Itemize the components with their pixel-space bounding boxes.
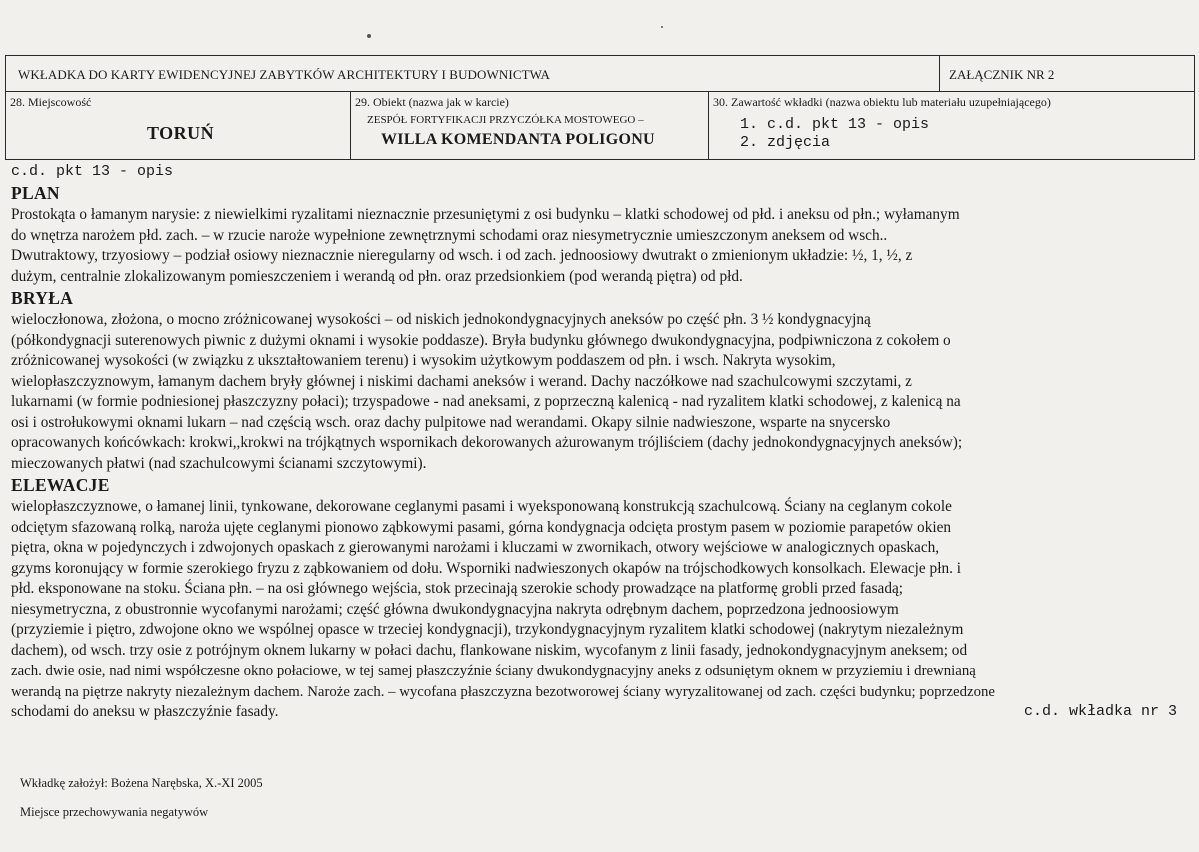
content-item-1: 1. c.d. pkt 13 - opis — [740, 116, 930, 133]
annex-number: ZAŁĄCZNIK NR 2 — [949, 67, 1055, 82]
object-cell — [351, 92, 709, 159]
continuation-note-top: c.d. pkt 13 - opis — [11, 163, 174, 180]
text-line: (półkondygnacji suterenowych piwnic z dużymi oknami i wysokie poddasze). Bryła budynku głównego dwukondygnacyjna, podpiwniczona z cokołem o — [11, 331, 951, 349]
text-line: piętra, okna w pojedynczych i zdwojonych opaskach z gierowanymi narożami i kluczami w zwornikach, otwory wejściowe w analogicznych opaskach, — [11, 539, 940, 556]
text-line: zach. dwie osie, nad nimi współczesne okno połaciowe, w tej samej płaszczyźnie ściany dwukondygnacyjny aneks z odsuniętym oknem w przyziemiu i drewnianą — [11, 663, 976, 679]
text-line: wielopłaszczyznowe, o łamanej linii, tynkowane, dekorowane ceglanymi pasami i wyeksponowaną konstrukcją szachulcową. Ściany na ceglanym cokole — [11, 498, 952, 515]
divider — [939, 56, 940, 91]
text-line: do wnętrza narożem płd. zach. – w rzucie naroże wypełnione zewnętrznymi schodami oraz niesymetrycznie umieszczonym aneksem od wsch.. — [11, 226, 888, 244]
place-value: TORUŃ — [147, 123, 215, 143]
continuation-note-bottom: c.d. wkładka nr 3 — [1023, 703, 1177, 720]
place-label: 28. Miejscowość — [10, 95, 92, 109]
header-table — [5, 55, 1195, 160]
content-cell — [709, 92, 1194, 159]
content-label: 30. Zawartość wkładki (nazwa obiektu lub materiału uzupełniającego) — [713, 95, 1051, 109]
text-line: Dwutraktowy, trzyosiowy – podział osiowy nieznacznie nieregularny od wsch. i od zach. jednoosiowy dwutrakt o zmienionym układzie: ½, 1, ½, z — [11, 247, 913, 264]
text-line: wielopłaszczyznowym, łamanym dachem bryły głównej i niskimi dachami aneksów i werand. Dachy naczółkowe nad szachulcowymi szczytami, z — [11, 372, 912, 390]
bryla-section — [11, 310, 1191, 474]
text-line: gzyms koronujący w formie szerokiego fryzu z ząbkowaniem od dołu. Wsporniki nadwieszonych okapów na trójschodkowych konsolkach. Elewacje płn. i — [11, 559, 961, 577]
content-item-2: 2. zdjęcia — [740, 134, 831, 151]
last-line-row — [11, 702, 1191, 723]
text-line: Prostokąta o łamanym narysie: z niewielkimi ryzalitami nieznacznie przesuniętymi z osi budynku – klatki schodowej od płd. i aneksu od płn.; wyłamanym — [11, 206, 960, 223]
text-line: opracowanych końcówkach: krokwi,,krokwi na trójkątnych wspornikach dekorowanych ażurowanym trójliściem (dachy jednokondygnacyjnych aneksów); — [11, 434, 963, 451]
text-line: (przyziemie i piętro, zdwojone okno we wspólnej opasce w trzeciej kondygnacji), trzykondygnacyjnym ryzalitem klatki schodowej (nakrytym niezależnym — [11, 621, 964, 638]
text-line: wieloczłonowa, złożona, o mocno zróżnicowanej wysokości – od niskich jednokondygnacyjnych aneksów po część płn. 3 ½ kondygnacyjną — [11, 311, 871, 328]
form-title: WKŁADKA DO KARTY EWIDENCYJNEJ ZABYTKÓW ARCHITEKTURY I BUDOWNICTWA — [18, 67, 551, 82]
text-line: zróżnicowanej wysokości (w związku z ukształtowaniem terenu) i wysokim użytkowym poddaszem od płn. i wsch. Nakryta wysokim, — [11, 352, 836, 369]
fields-row — [6, 92, 1194, 159]
text-line: niesymetryczna, z obustronnie wycofanymi narożami; część główna dwukondygnacyjna nakryta odrębnym dachem, poprzedzona jednoosiowym — [11, 600, 899, 618]
plan-heading: PLAN — [11, 183, 60, 203]
bryla-heading: BRYŁA — [11, 288, 74, 308]
object-name-line1: ZESPÓŁ FORTYFIKACJI PRZYCZÓŁKA MOSTOWEGO – — [367, 114, 644, 126]
author-line: Wkładkę założył: Bożena Narębska, X.-XI 2005 — [20, 776, 263, 790]
scan-speck — [661, 26, 663, 28]
description-body — [11, 162, 1191, 723]
place-cell — [6, 92, 351, 159]
text-line: dachem), od wsch. trzy osie z potrójnym oknem lukarny w połaci dachu, flankowane niskim, wycofanym z linii fasady, jednokondygnacyjnym aneksem; od — [11, 641, 968, 659]
text-line: mieczowanych płatwi (nad szachulcowymi ścianami szczytowymi). — [11, 454, 427, 472]
text-line: werandą na piętrze nakryty niezależnym dachem. Naroże zach. – wycofana płaszczyzna bezotworowej ściany wyryzalitowanej od zach. części budynku; poprzedzone — [11, 683, 995, 700]
text-line: osi i ostrołukowymi oknami lukarn – nad częścią wsch. oraz dachy pulpitowe nad werandami. Okapy silnie nadwieszone, wsparte na snycersko — [11, 413, 891, 431]
elewacje-heading: ELEWACJE — [11, 475, 110, 495]
object-name-line2: WILLA KOMENDANTA POLIGONU — [381, 131, 655, 148]
text-line: schodami do aneksu w płaszczyźnie fasady. — [11, 703, 279, 720]
elewacje-section — [11, 497, 1191, 723]
object-label: 29. Obiekt (nazwa jak w karcie) — [355, 95, 509, 109]
text-line: lukarnami (w formie podniesionej płaszczyzny połaci); trzyspadowe - nad aneksami, z poprzeczną kalenicą - nad ryzalitem klatki schodowej, z kalenicą na — [11, 393, 961, 410]
text-line: płd. eksponowane na stoku. Ściana płn. – na osi głównego wejścia, stok przecinają szerokie schody prowadzące na platformę grobli przed fasadą; — [11, 580, 904, 597]
negatives-storage-line: Miejsce przechowywania negatywów — [20, 805, 209, 819]
scan-speck — [367, 34, 371, 38]
text-line: odciętym sfazowaną rolką, naroża ujęte ceglanymi pionowo ząbkowymi pasami, górna kondygnacja odcięta prostym pasem w poziomie parapetów okien — [11, 518, 952, 536]
plan-section — [11, 205, 1191, 287]
text-line: dużym, centralnie zlokalizowanym pomieszczeniem i werandą od płn. oraz przedsionkiem (pod werandą piętra) od płd. — [11, 267, 743, 285]
header-row — [6, 56, 1194, 92]
